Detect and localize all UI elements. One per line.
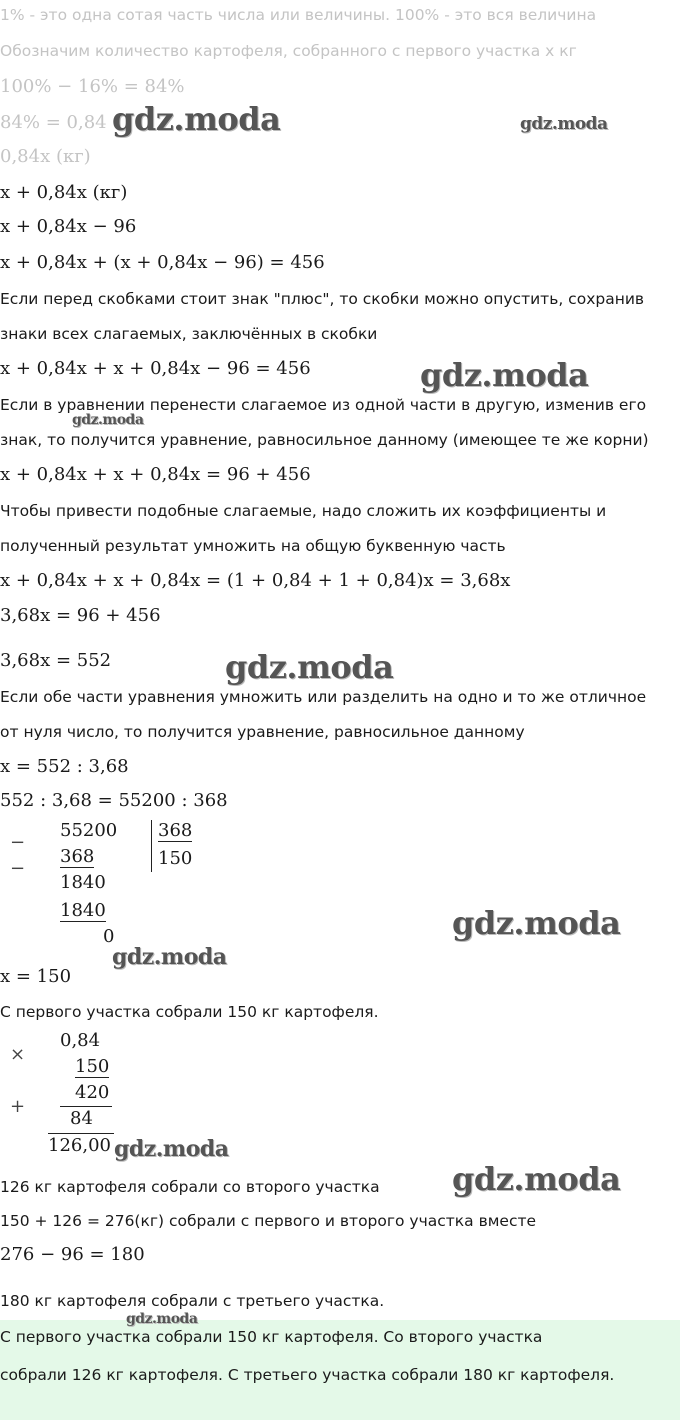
rule-like-terms-2: полученный результат умножить на общую буквенную часть <box>0 537 506 555</box>
rule-divide-2: от нуля число, то получится уравнение, равносильное данному <box>0 723 525 741</box>
partial-product-1: 420 <box>75 1082 110 1103</box>
minus-sign: − <box>10 858 26 879</box>
expression-two-plots: x + 0,84x (кг) <box>0 182 128 203</box>
equation-no-brackets: x + 0,84x + x + 0,84x − 96 = 456 <box>0 358 311 379</box>
subtrahend-2: 1840 <box>60 900 106 921</box>
watermark-logo: gdz.moda <box>452 1160 621 1198</box>
product: 126,00 <box>48 1135 111 1156</box>
equation-simplified: 3,68x = 96 + 456 <box>0 605 161 626</box>
equation-division: 552 : 3,68 = 55200 : 368 <box>0 790 228 811</box>
answer-line-1: С первого участка собрали 150 кг картофеля. Со второго участка <box>0 1328 543 1346</box>
answer-line-2: собрали 126 кг картофеля. С третьего участка собрали 180 кг картофеля. <box>0 1366 615 1384</box>
watermark-logo: gdz.moda <box>112 944 227 970</box>
equation-percent: 100% − 16% = 84% <box>0 76 185 97</box>
equation-decimal: 84% = 0,84 <box>0 112 107 133</box>
multiplier: 150 <box>75 1056 110 1077</box>
watermark-logo: gdz.moda <box>520 114 608 134</box>
rule-transfer-2: знак, то получится уравнение, равносильное данному (имеющее те же корни) <box>0 431 649 449</box>
percent-definition: 1% - это одна сотая часть числа или величины. 100% - это вся величина <box>0 6 597 24</box>
expression-third-plot: x + 0,84x − 96 <box>0 216 137 237</box>
second-plot-result: 126 кг картофеля собрали со второго участка <box>0 1178 380 1196</box>
watermark-logo: gdz.moda <box>114 1136 229 1162</box>
remainder-2: 0 <box>103 926 115 947</box>
equation-main: x + 0,84x + (x + 0,84x − 96) = 456 <box>0 252 325 273</box>
rule-brackets-2: знаки всех слагаемых, заключённых в скобки <box>0 325 378 343</box>
watermark-logo: gdz.moda <box>225 648 394 686</box>
rule-divide-1: Если обе части уравнения умножить или разделить на одно и то же отличное <box>0 688 647 706</box>
watermark-logo: gdz.moda <box>452 904 621 942</box>
watermark-logo: gdz.moda <box>72 412 144 428</box>
quotient: 150 <box>158 848 193 869</box>
rule-brackets-1: Если перед скобками стоит знак "плюс", то скобки можно опустить, сохранив <box>0 290 645 308</box>
subtrahend-1: 368 <box>60 846 95 867</box>
minus-sign: − <box>10 832 26 853</box>
rule-like-terms-1: Чтобы привести подобные слагаемые, надо сложить их коэффициенты и <box>0 502 607 520</box>
partial-line <box>60 1106 112 1107</box>
result-line <box>48 1133 114 1134</box>
two-plots-sum: 150 + 126 = 276(кг) собрали с первого и второго участка вместе <box>0 1212 537 1230</box>
equation-like-terms: x + 0,84x + x + 0,84x = (1 + 0,84 + 1 + 0,84)x = 3,68x <box>0 570 511 591</box>
third-plot-equation: 276 − 96 = 180 <box>0 1244 145 1265</box>
multiplicand: 0,84 <box>60 1030 101 1051</box>
partial-product-2: 84 <box>70 1108 93 1129</box>
rule-transfer-1: Если в уравнении перенести слагаемое из одной части в другую, изменив его <box>0 396 647 414</box>
variable-definition: Обозначим количество картофеля, собранного с первого участка x кг <box>0 42 577 60</box>
divisor: 368 <box>158 820 193 841</box>
first-plot-result: С первого участка собрали 150 кг картофеля. <box>0 1003 379 1021</box>
division-bar <box>151 820 152 872</box>
expression-second-plot: 0,84x (кг) <box>0 146 91 167</box>
watermark-logo: gdz.moda <box>126 1311 198 1327</box>
dividend: 55200 <box>60 820 118 841</box>
remainder-1: 1840 <box>60 872 106 893</box>
equation-result: 3,68x = 552 <box>0 650 112 671</box>
equation-transferred: x + 0,84x + x + 0,84x = 96 + 456 <box>0 464 311 485</box>
third-plot-result: 180 кг картофеля собрали с третьего участка. <box>0 1292 385 1310</box>
watermark-logo: gdz.moda <box>112 100 281 138</box>
plus-sign: + <box>10 1096 26 1117</box>
answer-x: x = 150 <box>0 966 72 987</box>
times-sign: × <box>10 1044 26 1065</box>
watermark-logo: gdz.moda <box>420 356 589 394</box>
equation-x: x = 552 : 3,68 <box>0 756 129 777</box>
